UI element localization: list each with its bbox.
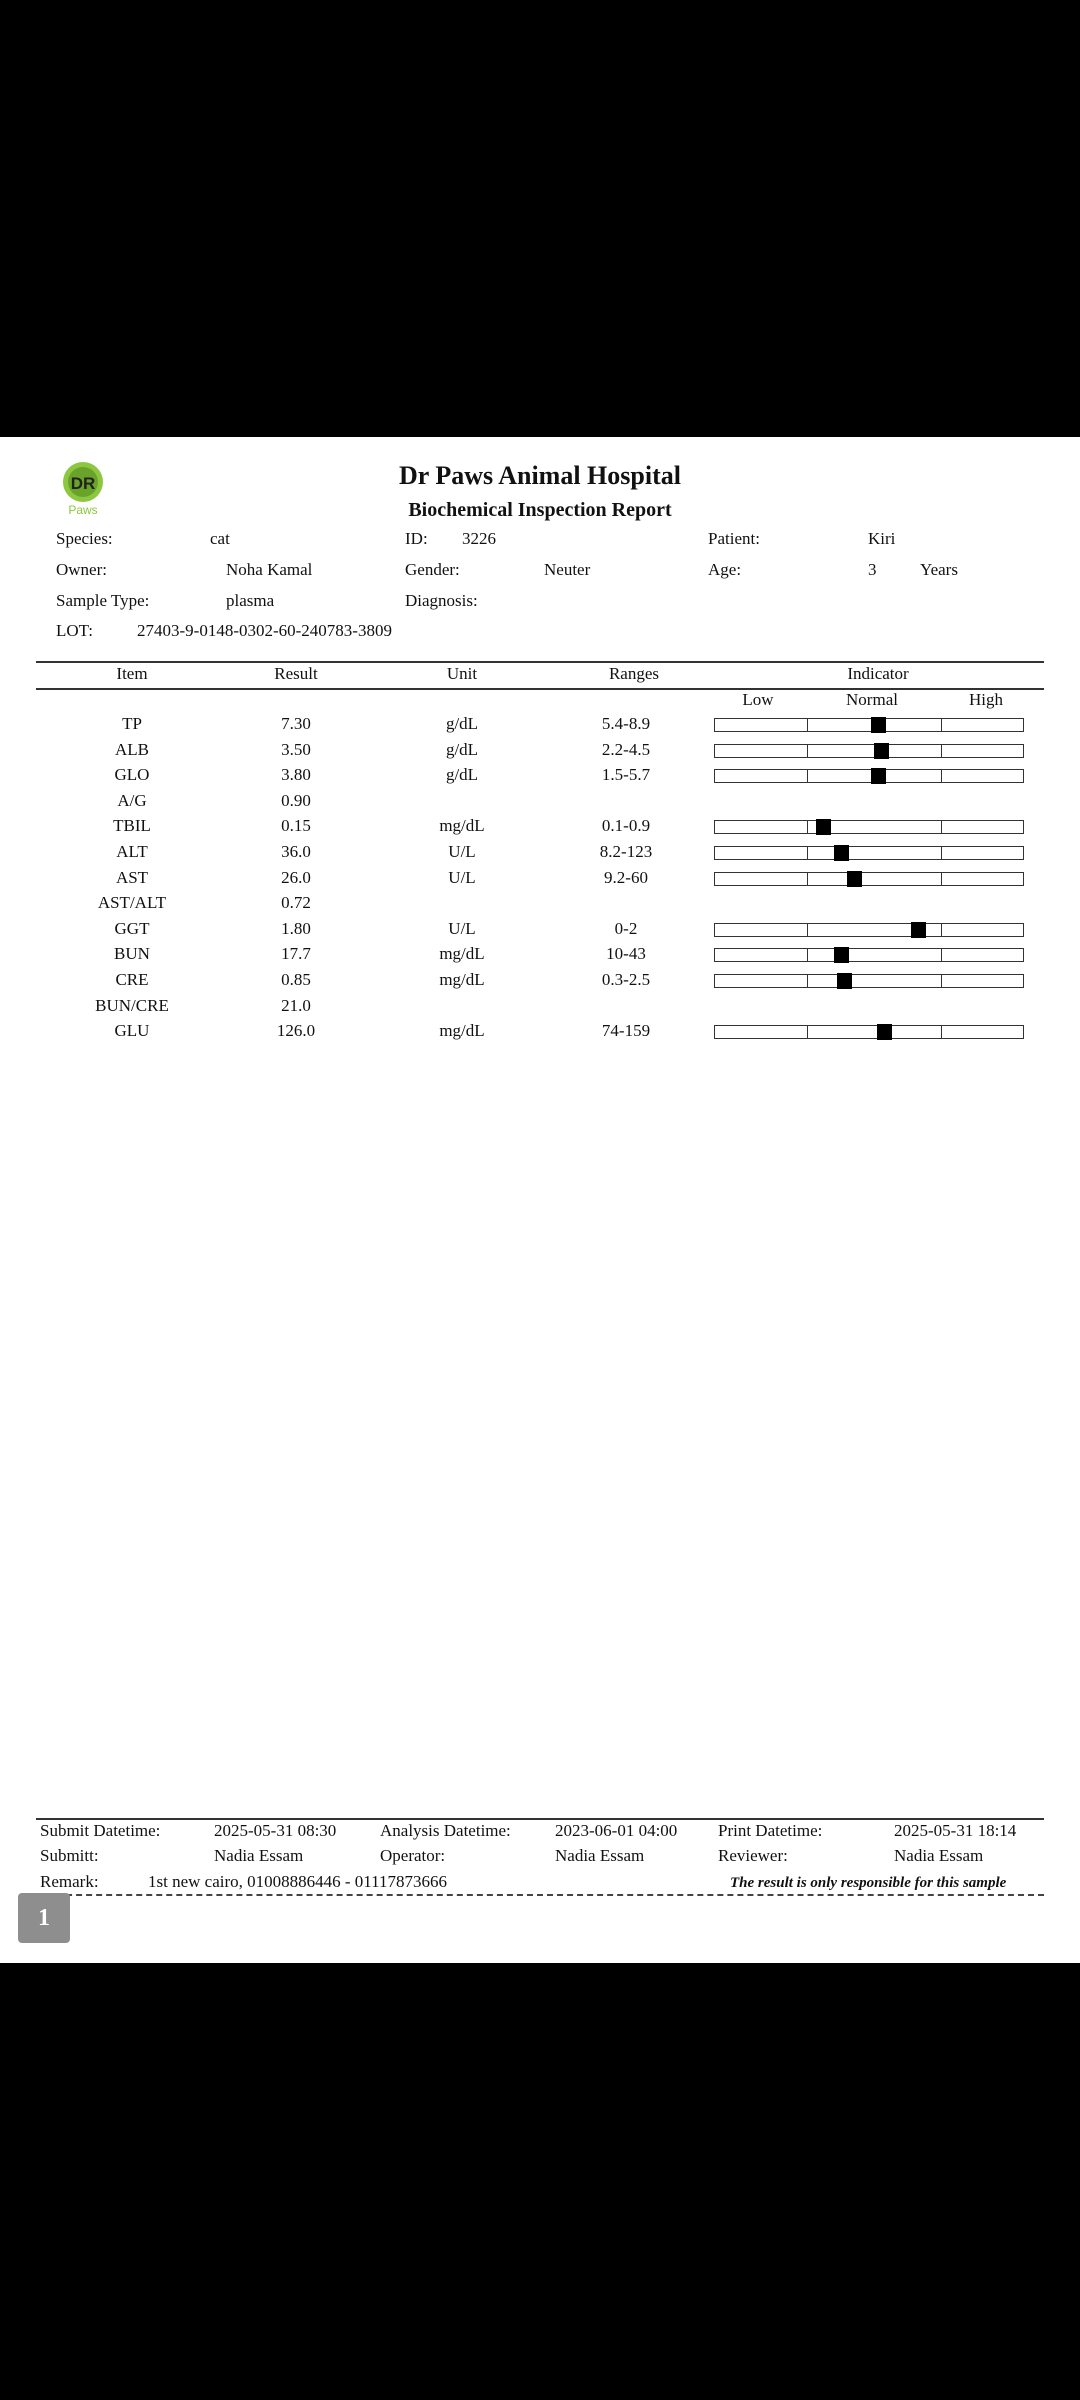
indicator-divider-low bbox=[807, 847, 808, 859]
indicator-divider-high bbox=[941, 873, 942, 885]
report-page bbox=[0, 437, 1080, 1963]
item-cell: TP bbox=[122, 714, 142, 733]
indicator-marker bbox=[911, 922, 926, 938]
diagnosis-label: Diagnosis: bbox=[405, 591, 478, 610]
remark-label: Remark: bbox=[40, 1872, 99, 1891]
item-cell: GGT bbox=[114, 918, 150, 938]
id-label: ID: bbox=[405, 529, 428, 548]
indicator-marker bbox=[877, 1024, 892, 1040]
sample-type-label: Sample Type: bbox=[56, 591, 150, 610]
item-cell: AST/ALT bbox=[97, 893, 167, 913]
print-datetime-value: 2025-05-31 18:14 bbox=[894, 1821, 1017, 1840]
submit-datetime-value: 2025-05-31 08:30 bbox=[214, 1821, 337, 1840]
indicator-divider-high bbox=[941, 770, 942, 782]
result-cell: 0.85 bbox=[281, 970, 311, 989]
unit-cell: U/L bbox=[448, 867, 476, 887]
table-top-rule bbox=[36, 661, 1044, 663]
item-cell: GLO bbox=[114, 765, 150, 785]
range-cell: 1.5-5.7 bbox=[601, 765, 651, 785]
table-row bbox=[0, 919, 1080, 945]
range-cell: 10-43 bbox=[606, 944, 646, 964]
item-cell: AST bbox=[115, 867, 149, 887]
operator-value: Nadia Essam bbox=[555, 1846, 645, 1865]
indicator-bar bbox=[714, 846, 1024, 860]
table-row bbox=[0, 893, 1080, 919]
indicator-bar bbox=[714, 718, 1024, 732]
result-cell: 0.15 bbox=[281, 816, 311, 836]
indicator-divider-high bbox=[941, 924, 942, 936]
indicator-marker bbox=[874, 743, 889, 759]
result-cell: 21.0 bbox=[281, 995, 311, 1015]
header-indicator: Indicator bbox=[847, 664, 909, 683]
result-cell: 26.0 bbox=[281, 867, 311, 887]
table-row bbox=[0, 970, 1080, 996]
indicator-marker bbox=[871, 717, 886, 733]
patient-value: Kiri bbox=[868, 529, 896, 548]
analysis-datetime-value: 2023-06-01 04:00 bbox=[555, 1821, 678, 1840]
indicator-marker bbox=[834, 947, 849, 963]
indicator-marker bbox=[847, 871, 862, 887]
indicator-divider-high bbox=[941, 1026, 942, 1038]
indicator-divider-high bbox=[941, 821, 942, 833]
range-cell: 2.2-4.5 bbox=[601, 739, 651, 759]
indicator-marker bbox=[837, 973, 852, 989]
unit-cell: mg/dL bbox=[439, 970, 485, 989]
sample-type-value: plasma bbox=[226, 591, 275, 610]
indicator-bar bbox=[714, 820, 1024, 834]
range-cell: 0.1-0.9 bbox=[601, 816, 651, 836]
table-row bbox=[0, 868, 1080, 894]
submit-datetime-label: Submit Datetime: bbox=[40, 1821, 161, 1840]
indicator-divider-high bbox=[941, 975, 942, 987]
table-row bbox=[0, 996, 1080, 1022]
lot-label: LOT: bbox=[56, 621, 93, 640]
indicator-bar bbox=[714, 974, 1024, 988]
indicator-divider-low bbox=[807, 1026, 808, 1038]
result-cell: 3.50 bbox=[281, 739, 311, 759]
unit-cell: mg/dL bbox=[439, 816, 485, 836]
hospital-name: Dr Paws Animal Hospital bbox=[399, 461, 681, 490]
indicator-divider-low bbox=[807, 821, 808, 833]
indicator-divider-low bbox=[807, 719, 808, 731]
svg-text:Paws: Paws bbox=[68, 503, 98, 517]
table-row bbox=[0, 791, 1080, 817]
owner-label: Owner: bbox=[56, 560, 107, 579]
indicator-divider-low bbox=[807, 873, 808, 885]
indicator-divider-low bbox=[807, 949, 808, 961]
indicator-bar bbox=[714, 744, 1024, 758]
unit-cell: g/dL bbox=[445, 739, 479, 759]
age-label: Age: bbox=[708, 560, 742, 579]
svg-text:DR: DR bbox=[70, 474, 96, 493]
age-unit: Years bbox=[920, 560, 958, 579]
range-cell: 9.2-60 bbox=[604, 867, 648, 887]
indicator-marker bbox=[834, 845, 849, 861]
result-cell: 126.0 bbox=[276, 1021, 316, 1041]
operator-label: Operator: bbox=[380, 1846, 446, 1865]
range-cell: 0-2 bbox=[614, 918, 638, 938]
item-cell: CRE bbox=[115, 970, 149, 989]
indicator-divider-low bbox=[807, 770, 808, 782]
species-label: Species: bbox=[56, 529, 113, 548]
indicator-divider-low bbox=[807, 745, 808, 757]
result-cell: 0.72 bbox=[281, 893, 311, 913]
indicator-low-label: Low bbox=[742, 690, 774, 709]
result-cell: 36.0 bbox=[281, 842, 311, 861]
footer-dashed-rule bbox=[36, 1894, 1044, 1896]
patient-label: Patient: bbox=[708, 529, 760, 548]
unit-cell: mg/dL bbox=[439, 944, 485, 964]
indicator-divider-high bbox=[941, 719, 942, 731]
indicator-high-label: High bbox=[969, 690, 1003, 709]
indicator-divider-high bbox=[941, 745, 942, 757]
id-value: 3226 bbox=[462, 529, 496, 548]
report-title: Biochemical Inspection Report bbox=[408, 499, 672, 521]
age-value: 3 bbox=[868, 560, 877, 579]
table-row bbox=[0, 765, 1080, 791]
page-number-button[interactable]: 1 bbox=[18, 1893, 70, 1943]
indicator-divider-low bbox=[807, 924, 808, 936]
indicator-divider-low bbox=[807, 975, 808, 987]
species-value: cat bbox=[210, 529, 230, 548]
item-cell: BUN bbox=[114, 944, 150, 964]
table-row bbox=[0, 1021, 1080, 1047]
indicator-normal-label: Normal bbox=[846, 690, 898, 709]
header-unit: Unit bbox=[446, 664, 478, 683]
range-cell: 8.2-123 bbox=[599, 842, 653, 861]
unit-cell: U/L bbox=[448, 918, 476, 938]
result-cell: 1.80 bbox=[281, 918, 311, 938]
table-row bbox=[0, 740, 1080, 766]
header-result: Result bbox=[274, 664, 318, 683]
range-cell: 5.4-8.9 bbox=[601, 714, 651, 733]
indicator-marker bbox=[816, 819, 831, 835]
indicator-bar bbox=[714, 948, 1024, 962]
indicator-bar bbox=[714, 769, 1024, 783]
item-cell: BUN/CRE bbox=[95, 995, 169, 1015]
unit-cell: U/L bbox=[448, 842, 476, 861]
result-cell: 17.7 bbox=[281, 944, 311, 964]
result-cell: 3.80 bbox=[281, 765, 311, 785]
indicator-marker bbox=[871, 768, 886, 784]
unit-cell: g/dL bbox=[445, 714, 479, 733]
table-row bbox=[0, 714, 1080, 740]
owner-value: Noha Kamal bbox=[226, 560, 313, 579]
item-cell: TBIL bbox=[113, 816, 151, 836]
reviewer-label: Reviewer: bbox=[718, 1846, 788, 1865]
table-row bbox=[0, 944, 1080, 970]
item-cell: ALB bbox=[115, 739, 149, 759]
item-cell: GLU bbox=[114, 1021, 150, 1041]
print-datetime-label: Print Datetime: bbox=[718, 1821, 823, 1840]
unit-cell: mg/dL bbox=[439, 1021, 485, 1041]
unit-cell: g/dL bbox=[445, 765, 479, 785]
range-cell: 74-159 bbox=[601, 1021, 651, 1041]
result-cell: 7.30 bbox=[281, 714, 311, 733]
table-row bbox=[0, 816, 1080, 842]
result-cell: 0.90 bbox=[281, 790, 311, 810]
analysis-datetime-label: Analysis Datetime: bbox=[380, 1821, 511, 1840]
header-ranges: Ranges bbox=[608, 664, 660, 683]
footer-rule bbox=[36, 1818, 1044, 1820]
table-row bbox=[0, 842, 1080, 868]
lot-value: 27403-9-0148-0302-60-240783-3809 bbox=[137, 621, 392, 640]
item-cell: A/G bbox=[117, 790, 147, 810]
gender-label: Gender: bbox=[405, 560, 460, 579]
item-cell: ALT bbox=[116, 842, 148, 861]
disclaimer: The result is only responsible for this sample bbox=[730, 1875, 1007, 1891]
indicator-bar bbox=[714, 1025, 1024, 1039]
indicator-bar bbox=[714, 872, 1024, 886]
reviewer-value: Nadia Essam bbox=[894, 1846, 984, 1865]
submitter-value: Nadia Essam bbox=[214, 1846, 304, 1865]
indicator-divider-high bbox=[941, 847, 942, 859]
range-cell: 0.3-2.5 bbox=[601, 970, 651, 989]
indicator-divider-high bbox=[941, 949, 942, 961]
indicator-bar bbox=[714, 923, 1024, 937]
remark-value: 1st new cairo, 01008886446 - 01117873666 bbox=[148, 1872, 448, 1891]
header-item: Item bbox=[116, 664, 148, 683]
submitter-label: Submitt: bbox=[40, 1846, 99, 1865]
gender-value: Neuter bbox=[544, 560, 591, 579]
